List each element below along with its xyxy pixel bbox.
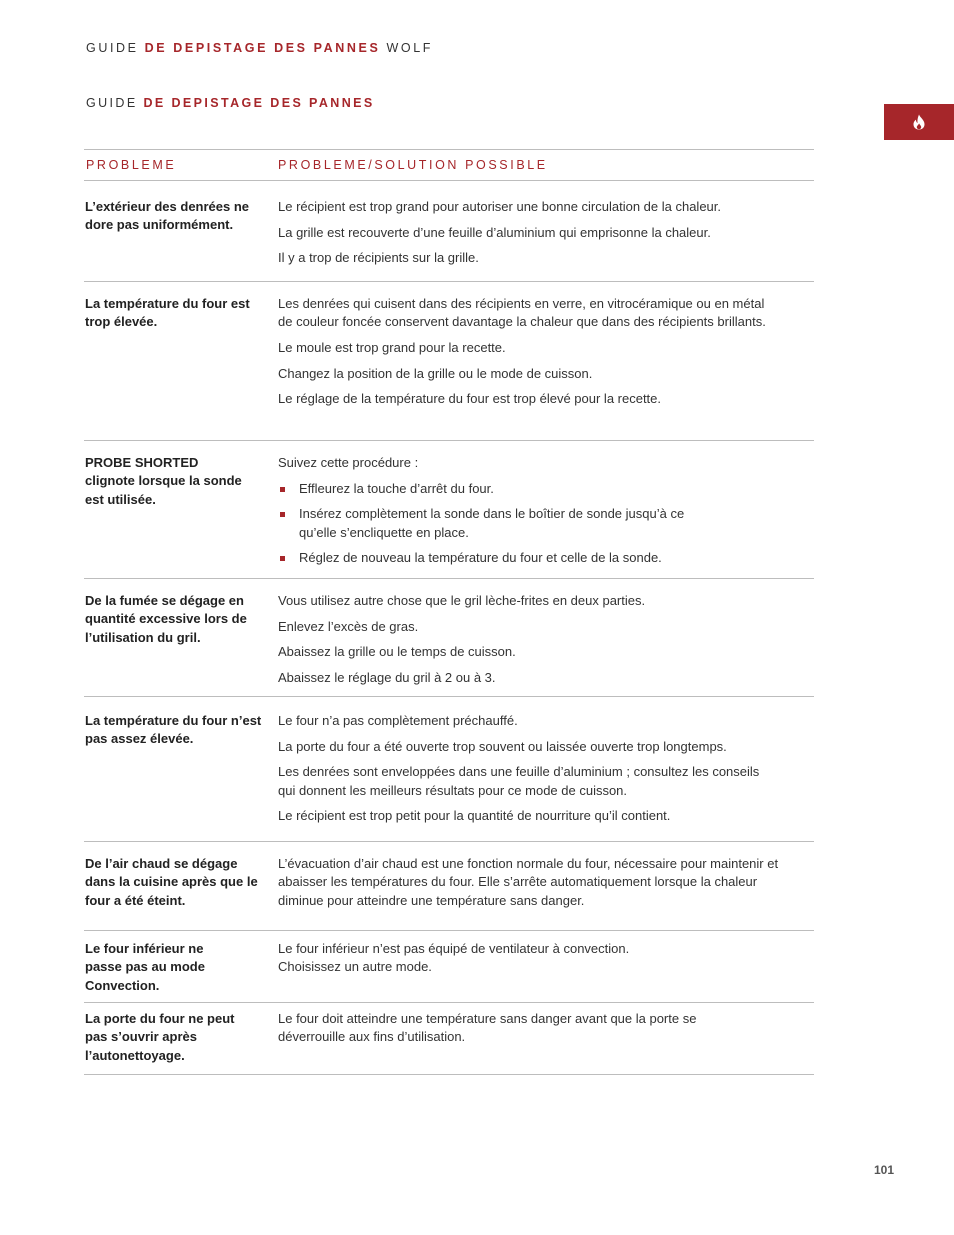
header-guide: GUIDE [86,41,139,55]
solution-cell [278,855,814,930]
solution-item: Enlevez l’excès de gras. [278,618,419,634]
table-row [84,1003,814,1075]
section-title-guide: GUIDE [86,96,138,110]
section-title [86,96,375,110]
header-brand: WOLF [386,41,434,55]
section-title-highlight: DE DEPISTAGE DES PANNES [143,96,375,110]
solution-item: Le moule est trop grand pour la recette. [278,339,506,355]
solution-cell [278,1010,814,1074]
running-header [86,41,433,55]
solution-item: L’évacuation d’air chaud est une fonction normale du four, nécessaire pour maintenir et abaisser les températures du four. Elle s’arrête automatiquement lorsque la chaleur diminue pour atteindre une température sans danger. [278,856,779,908]
problem-cell: La température du four est trop élevée. [85,296,250,330]
page-number: 101 [874,1163,895,1177]
solution-item: Changez la position de la grille ou le mode de cuisson. [278,365,593,381]
solution-item: Abaissez le réglage du gril à 2 ou à 3. [278,670,496,686]
procedure-intro: Suivez cette procédure : [278,455,419,470]
solution-cell [278,295,814,440]
solution-item: Les denrées qui cuisent dans des récipients en verre, en vitrocéramique ou en métal de couleur foncée conservent davantage la chaleur que dans des récipients brillants. [278,296,766,330]
column-header-solution: PROBLEME/SOLUTION POSSIBLE [278,158,548,172]
solution-item: Abaissez la grille ou le temps de cuisson. [278,644,516,660]
problem-text: clignote lorsque la sonde est utilisée. [85,473,242,507]
solution-cell [278,454,814,578]
problem-cell: De la fumée se dégage en quantité excessive lors de l’utilisation du gril. [85,593,247,645]
section-tab [884,104,954,140]
table-row [84,842,814,931]
problem-cell [84,454,278,578]
solution-cell [278,712,814,841]
table-row [84,441,814,579]
solution-cell [278,592,814,696]
solution-item: Les denrées sont enveloppées dans une feuille d’aluminium ; consultez les conseils qui donnent les meilleurs résultats pour ce mode de cuisson. [278,764,760,798]
solution-item: Le récipient est trop grand pour autoriser une bonne circulation de la chaleur. [278,199,722,214]
table-row [84,282,814,441]
solution-item: La grille est recouverte d’une feuille d’aluminium qui emprisonne la chaleur. [278,224,711,240]
table-row [84,931,814,1003]
problem-cell: L’extérieur des denrées ne dore pas uniformément. [85,199,250,233]
solution-item: Le four n’a pas complètement préchauffé. [278,713,518,728]
problem-cell: De l’air chaud se dégage dans la cuisine après que le four a été éteint. [85,856,258,908]
column-header-problem: PROBLEME [86,158,177,172]
flame-icon [912,114,926,130]
solution-item: Le récipient est trop petit pour la quantité de nourriture qu’il contient. [278,808,671,824]
problem-cell: La porte du four ne peut pas s’ouvrir après l’autonettoyage. [85,1011,235,1063]
solution-item: La porte du four a été ouverte trop souvent ou laissée ouverte trop longtemps. [278,738,727,754]
table-row [84,181,814,282]
table-row [84,579,814,697]
bullet-item: Insérez complètement la sonde dans le boîtier de sonde jusqu’à ce qu’elle s’encliquette en place. [278,505,719,542]
bullet-item: Réglez de nouveau la température du four et celle de la sonde. [278,549,814,567]
problem-cell: La température du four n’est pas assez élevée. [85,713,262,747]
problem-cell: Le four inférieur ne passe pas au mode Convection. [85,941,205,993]
solution-cell [278,198,814,281]
table-header [84,149,814,181]
solution-item: Le four inférieur n’est pas équipé de ventilateur à convection. Choisissez un autre mode. [278,941,630,975]
solution-item: Il y a trop de récipients sur la grille. [278,250,479,266]
header-highlight: DE DEPISTAGE DES PANNES [144,41,381,55]
probe-shorted-label: PROBE SHORTED [85,455,199,470]
solution-item: Le four doit atteindre une température sans danger avant que la porte se déverrouille aux fins d’utilisation. [278,1011,697,1045]
solution-cell [278,940,814,1002]
table-row [84,697,814,842]
solution-item: Le réglage de la température du four est trop élevé pour la recette. [278,391,662,407]
troubleshooting-table [84,149,814,1075]
solution-item: Vous utilisez autre chose que le gril lèche-frites en deux parties. [278,593,646,608]
bullet-item: Effleurez la touche d’arrêt du four. [278,480,814,498]
